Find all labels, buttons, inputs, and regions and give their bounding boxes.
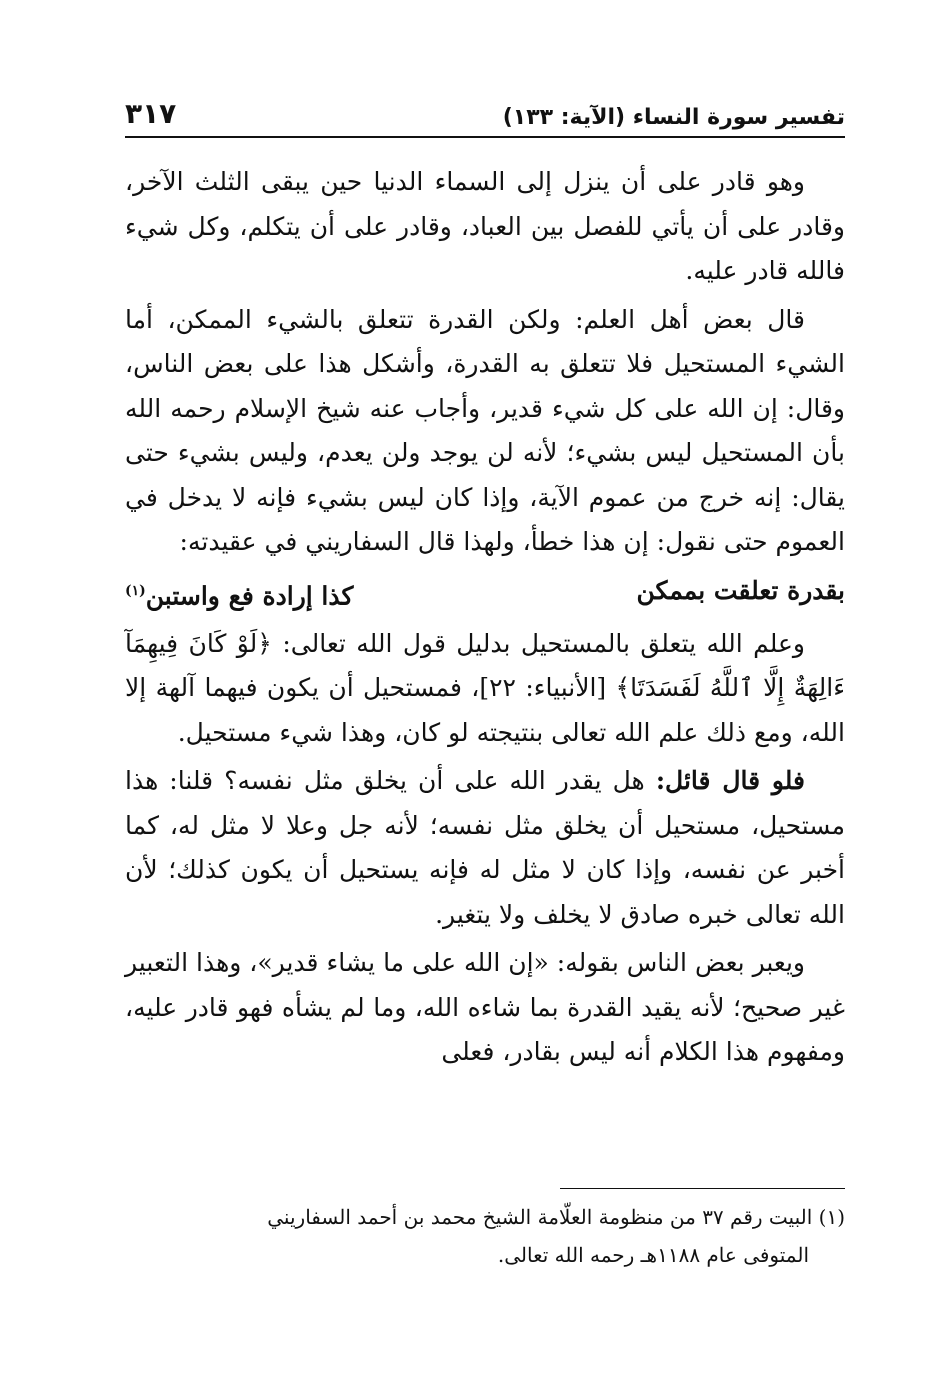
header-rule xyxy=(125,136,845,138)
question-paragraph xyxy=(125,759,845,937)
paragraph-last: ويعبر بعض الناس بقوله: «إن الله على ما يشاء قدير»، وهذا التعبير غير صحيح؛ لأنه يقيد القدرة بما شاءه الله، وما لم يشأه فهو قادر عليه، ومفهوم هذا الكلام أنه ليس بقادر، فعلى xyxy=(125,948,845,1067)
footnote-marker: (١) xyxy=(125,582,146,599)
header-title: تفسير سورة النساء (الآية: ١٣٣) xyxy=(502,105,845,130)
question-lead: فلو قال قائل: xyxy=(655,766,806,796)
quran-verse: ﴿لَوْ كَانَ فِيهِمَآ ءَالِهَةٌ إِلَّا ٱللَّهُ لَفَسَدَتَا﴾ xyxy=(125,628,845,703)
footnote-rule xyxy=(560,1188,845,1189)
quran-rest: [الأنبياء: ٢٢]، فمستحيل أن يكون فيهما آلهة إلا الله، ومع ذلك علم الله تعالى بنتيجته لو كان، وهذا شيء مستحيل. xyxy=(125,673,845,747)
poem-right-hemistich: بقدرة تعلقت بممكن xyxy=(636,575,845,605)
poem-verse xyxy=(125,569,845,618)
question-rest: هل يقدر الله على أن يخلق مثل نفسه؟ قلنا: هذا مستحيل، مستحيل أن يخلق مثل نفسه؛ لأنه جل وعلا لا مثل له، كما أخبر عن نفسه، وإذا كان لا مثل له فإنه يستحيل أن يكون كذلك؛ لأن الله تعالى خبره صادق لا يخلف ولا يتغير. xyxy=(125,766,845,929)
footnote-line-1: (١) البيت رقم ٣٧ من منظومة العلّامة الشيخ محمد بن أحمد السفاريني xyxy=(267,1205,845,1229)
page-number: ٣١٧ xyxy=(125,97,177,130)
running-header xyxy=(125,88,845,130)
quran-lead: وعلم الله يتعلق بالمستحيل بدليل قول الله تعالى: xyxy=(271,628,805,658)
paragraph-2: قال بعض أهل العلم: ولكن القدرة تتعلق بالشيء الممكن، أما الشيء المستحيل فلا تتعلق به القدرة، وأشكل هذا على بعض الناس، وقال: إن الله على كل شيء قدير، وأجاب عنه شيخ الإسلام رحمه الله بأن المستحيل ليس بشيء؛ لأنه لن يوجد ولن يعدم، وليس بشيء حتى يقال: إنه خرج من عموم الآية، وإذا كان ليس بشيء فإنه لا يدخل في العموم حتى نقول: إن هذا خطأ، ولهذا قال السفاريني في عقيدته: xyxy=(125,304,845,556)
poem-left-hemistich xyxy=(125,569,353,618)
footnotes xyxy=(125,1198,845,1274)
footnote-line-2: المتوفى عام ١١٨٨هـ رحمه الله تعالى. xyxy=(497,1243,809,1267)
quran-paragraph xyxy=(125,622,845,756)
paragraph-1: وهو قادر على أن ينزل إلى السماء الدنيا حين يبقى الثلث الآخر، وقادر على أن يأتي للفصل بين العباد، وقادر على أن يتكلم، وكل شيء فالله قادر عليه. xyxy=(125,167,845,285)
main-text xyxy=(125,160,845,1079)
poem-left-text: كذا إرادة فع واستبن xyxy=(145,580,354,610)
